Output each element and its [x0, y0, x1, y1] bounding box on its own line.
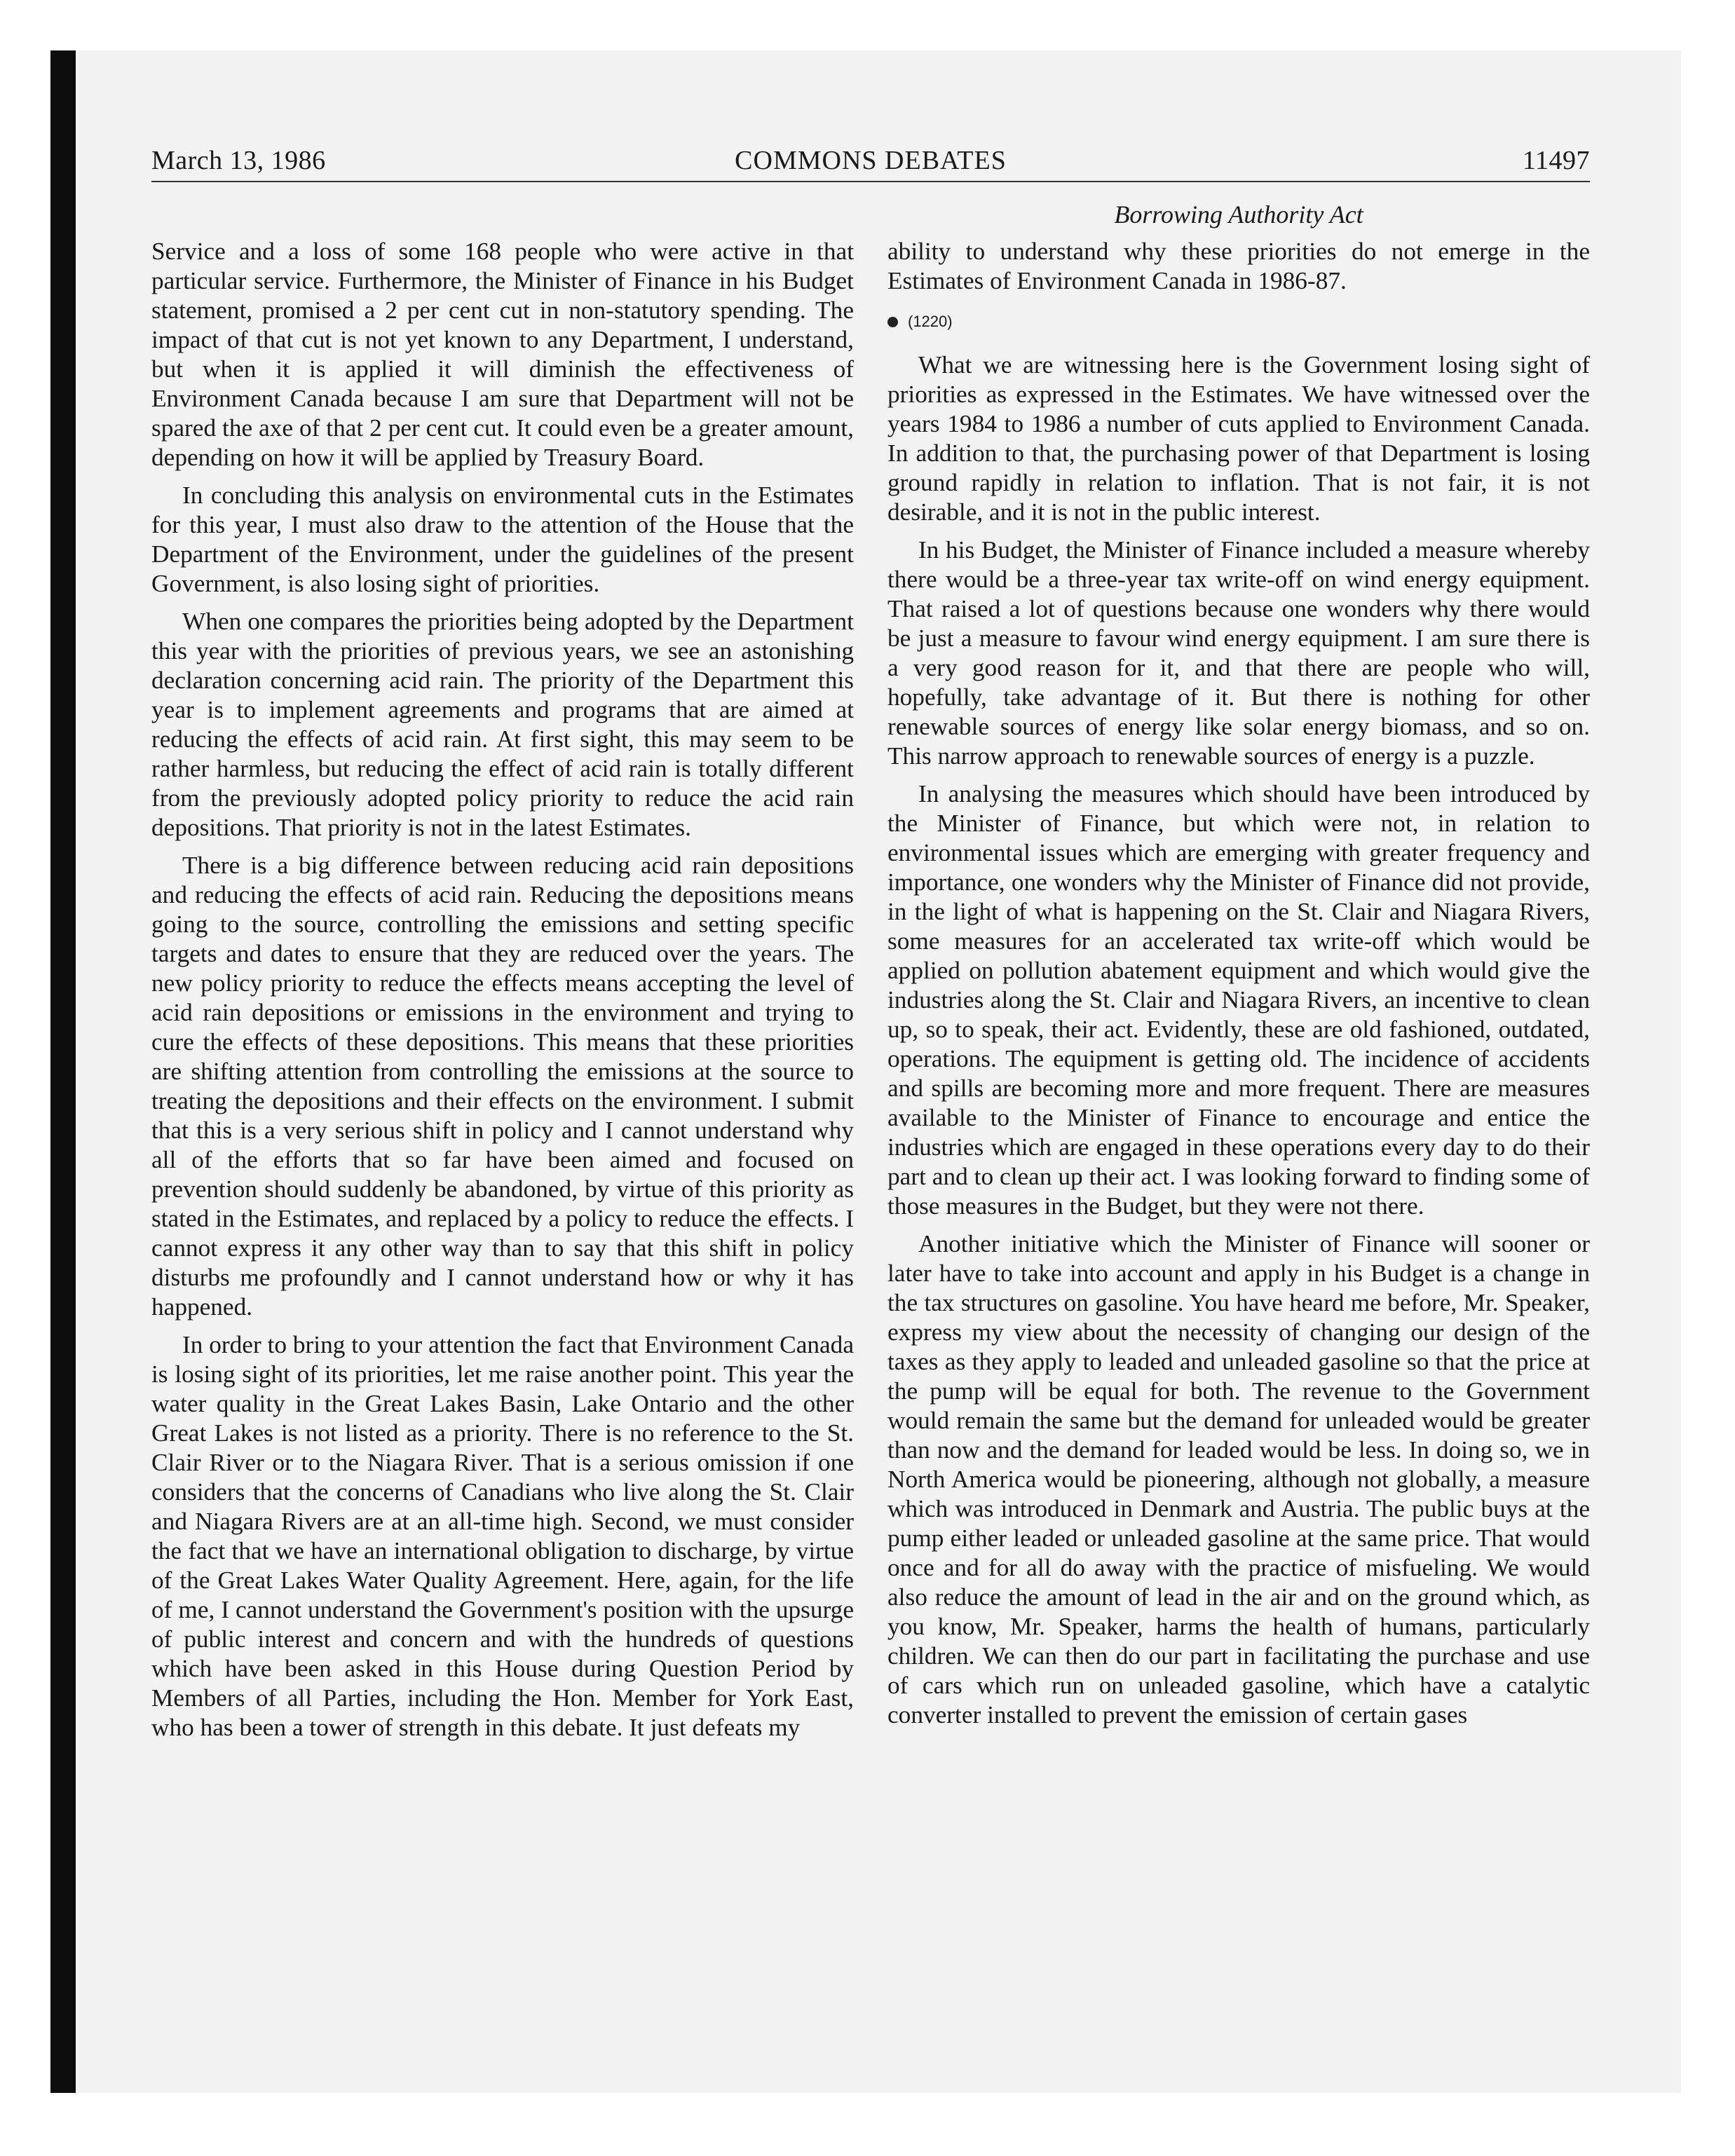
header-page-number: 11497 — [1522, 146, 1590, 175]
running-header — [151, 144, 1590, 182]
header-date: March 13, 1986 — [151, 146, 326, 175]
paragraph: In concluding this analysis on environmental cuts in the Estimates for this year, I must also draw to the attention of the House that the Department of the Environment, under the guidelines of the present Government, is also losing sight of priorities. — [151, 482, 854, 597]
paragraph: ability to understand why these priorities do not emerge in the Estimates of Environment Canada in 1986-87. — [887, 238, 1590, 294]
paragraph: Service and a loss of some 168 people who were active in that particular service. Furthermore, the Minister of Finance in his Budget statement, promised a 2 per cent cut in non-statutory spending. The impact of that cut is not yet known to any Department, I understand, but when it is applied it will diminish the effectiveness of Environment Canada because I am sure that Department will not be spared the axe of that 2 per cent cut. It could even be a greater amount, depending on how it will be applied by Treasury Board. — [151, 238, 854, 471]
paragraph: When one compares the priorities being adopted by the Department this year with the priorities of previous years, we see an astonishing declaration concerning acid rain. The priority of the Department this year is to implement agreements and programs that are aimed at reducing the effects of acid rain. At first sight, this may seem to be rather harmless, but reducing the effect of acid rain is totally different from the previously adopted policy priority to reduce the acid rain depositions. That priority is not in the latest Estimates. — [151, 608, 854, 841]
left-column — [151, 237, 854, 1751]
time-marker-label: (1220) — [908, 313, 953, 330]
time-marker — [887, 311, 1590, 332]
paragraph: There is a big difference between reducing acid rain depositions and reducing the effects of acid rain. Reducing the depositions means going to the source, controlling the emissions and setting specific targets and dates to ensure that they are reduced over the years. The new policy priority to reduce the effects means accepting the level of acid rain depositions or emissions in the environment and trying to cure the effects of these depositions. This means that these priorities are shifting attention from controlling the emissions at the source to treating the depositions and their effects on the environment. I submit that this is a very serious shift in policy and I cannot understand why all of the efforts that so far have been aimed and focused on prevention should suddenly be abandoned, by virtue of this priority as stated in the Estimates, and replaced by a policy to reduce the effects. I cannot express it any other way than to say that this shift in policy disturbs me profoundly and I cannot understand how or why it has happened. — [151, 852, 854, 1321]
paragraph: Another initiative which the Minister of Finance will sooner or later have to take into account and apply in his Budget is a change in the tax structures on gasoline. You have heard me before, Mr. Speaker, express my view about the necessity of changing our design of the taxes as they apply to leaded and unleaded gasoline so that the price at the pump will be equal for both. The revenue to the Government would remain the same but the demand for unleaded would be greater than now and the demand for leaded would be less. In doing so, we in North America would be pioneering, although not globally, a measure which was introduced in Denmark and Austria. The public buys at the pump either leaded or unleaded gasoline at the same price. That would once and for all do away with the practice of misfueling. We would also reduce the amount of lead in the air and on the ground which, as you know, Mr. Speaker, harms the health of humans, particularly children. We can then do our part in facilitating the purchase and use of cars which run on unleaded gasoline, which have a catalytic converter installed to prevent the emission of certain gases — [887, 1230, 1590, 1728]
paragraph: In order to bring to your attention the fact that Environment Canada is losing sight of its priorities, let me raise another point. This year the water quality in the Great Lakes Basin, Lake Ontario and the other Great Lakes is not listed as a priority. There is no reference to the St. Clair River or to the Niagara River. That is a serious omission if one considers that the concerns of Canadians who live along the St. Clair and Niagara Rivers are at an all-time high. Second, we must consider the fact that we have an international obligation to discharge, by virtue of the Great Lakes Water Quality Agreement. Here, again, for the life of me, I cannot understand the Government's position with the upsurge of public interest and concern and with the hundreds of questions which have been asked in this House during Question Period by Members of all Parties, including the Hon. Member for York East, who has been a tower of strength in this debate. It just defeats my — [151, 1331, 854, 1741]
right-column — [887, 237, 1590, 1738]
paragraph: What we are witnessing here is the Government losing sight of priorities as expressed in the Estimates. We have witnessed over the years 1984 to 1986 a number of cuts applied to Environment Canada. In addition to that, the purchasing power of that Department is losing ground rapidly in relation to inflation. That is not fair, it is not desirable, and it is not in the public interest. — [887, 351, 1590, 526]
paragraph: In his Budget, the Minister of Finance included a measure whereby there would be a three-year tax write-off on wind energy equipment. That raised a lot of questions because one wonders why there would be just a measure to favour wind energy equipment. I am sure there is a very good reason for it, and that there are people who will, hopefully, take advantage of it. But there is nothing for other renewable sources of energy like solar energy biomass, and so on. This narrow approach to renewable sources of energy is a puzzle. — [887, 536, 1590, 770]
paragraph: In analysing the measures which should have been introduced by the Minister of Finance, but which were not, in relation to environmental issues which are emerging with greater frequency and importance, one wonders why the Minister of Finance did not provide, in the light of what is happening on the St. Clair and Niagara Rivers, some measures for an accelerated tax write-off which would be applied on pollution abatement equipment and which would give the industries along the St. Clair and Niagara Rivers, an incentive to clean up, so to speak, their act. Evidently, these are old fashioned, outdated, operations. The equipment is getting old. The incidence of accidents and spills are becoming more and more frequent. There are measures available to the Minister of Finance to encourage and entice the industries which are engaged in these operations every day to do their part and to clean up their act. I was looking forward to finding some of those measures in the Budget, but they were not there. — [887, 780, 1590, 1220]
bullet-icon — [887, 317, 898, 327]
scan-edge — [50, 50, 76, 2093]
header-publication: COMMONS DEBATES — [735, 146, 1007, 175]
subject-heading: Borrowing Authority Act — [1114, 200, 1363, 228]
